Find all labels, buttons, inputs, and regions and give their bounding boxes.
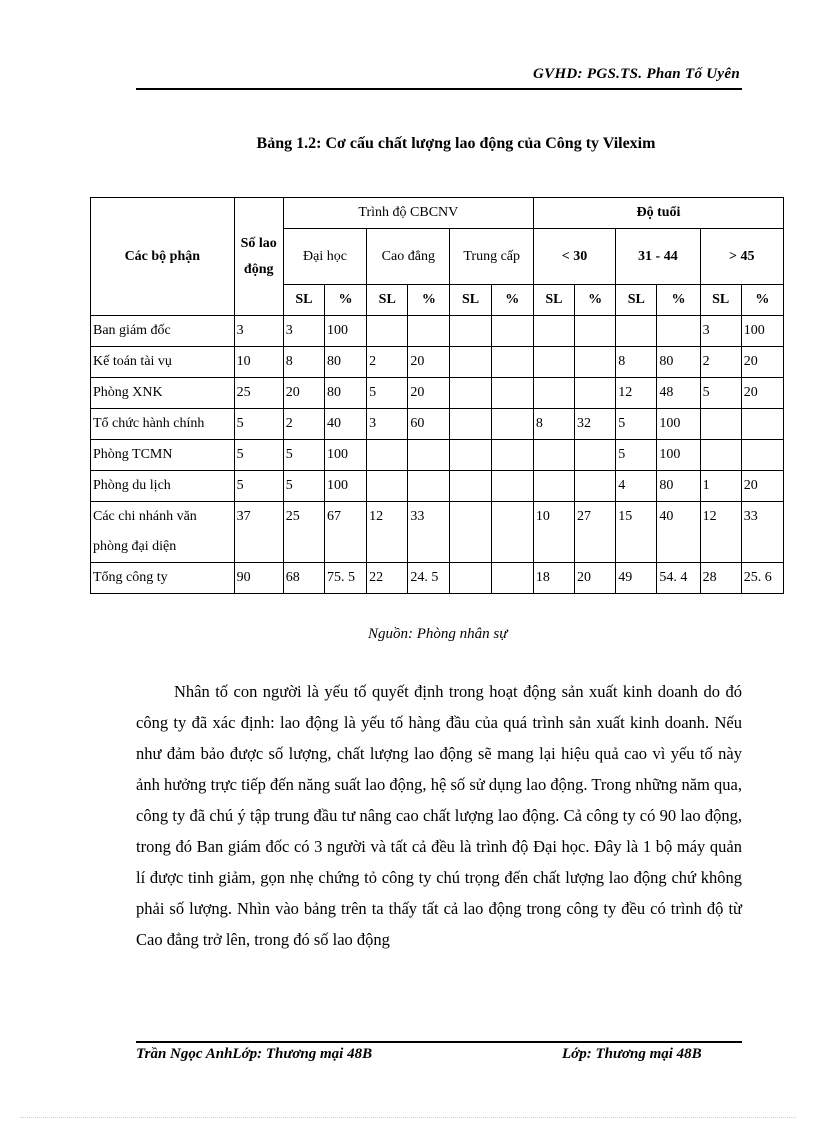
table-title: Bảng 1.2: Cơ cấu chất lượng lao động của Công ty Vilexim (256, 135, 656, 152)
value-cell: 20 (283, 378, 324, 409)
pct-header: % (324, 285, 366, 316)
value-cell (408, 316, 450, 347)
value-cell: 5 (616, 440, 657, 471)
value-cell: 12 (367, 502, 408, 563)
sl-header: SL (533, 285, 574, 316)
value-cell (575, 347, 616, 378)
value-cell: 20 (741, 378, 783, 409)
age-lt30-header: < 30 (533, 229, 615, 285)
value-cell (657, 316, 700, 347)
department-cell: Kế toán tài vụ (91, 347, 235, 378)
department-cell: Ban giám đốc (91, 316, 235, 347)
value-cell: 2 (283, 409, 324, 440)
value-cell (575, 316, 616, 347)
value-cell (367, 440, 408, 471)
department-cell: Tổng công ty (91, 563, 235, 594)
value-cell: 80 (324, 347, 366, 378)
sl-header: SL (450, 285, 491, 316)
group-age-header: Độ tuổi (533, 198, 783, 229)
value-cell (450, 316, 491, 347)
value-cell: 1 (700, 471, 741, 502)
value-cell: 37 (234, 502, 283, 563)
value-cell (700, 440, 741, 471)
value-cell: 100 (741, 316, 783, 347)
value-cell: 32 (575, 409, 616, 440)
value-cell: 3 (234, 316, 283, 347)
value-cell (700, 409, 741, 440)
value-cell: 3 (367, 409, 408, 440)
value-cell: 80 (657, 471, 700, 502)
value-cell (450, 563, 491, 594)
value-cell (450, 502, 491, 563)
level-university-header: Đại học (283, 229, 366, 285)
page-header: GVHD: PGS.TS. Phan Tố Uyên (533, 66, 740, 82)
value-cell: 100 (657, 409, 700, 440)
value-cell (533, 347, 574, 378)
labor-quality-table (90, 197, 784, 594)
value-cell: 20 (575, 563, 616, 594)
value-cell: 24. 5 (408, 563, 450, 594)
table-row (91, 347, 784, 378)
sl-header: SL (283, 285, 324, 316)
value-cell: 12 (616, 378, 657, 409)
body-paragraph-block (136, 676, 742, 955)
value-cell: 2 (700, 347, 741, 378)
value-cell (491, 347, 533, 378)
value-cell (741, 409, 783, 440)
age-31-44-header: 31 - 44 (616, 229, 700, 285)
value-cell (491, 471, 533, 502)
page-edge (20, 1117, 796, 1118)
col-count-header: Số lao động (234, 198, 283, 316)
pct-header: % (408, 285, 450, 316)
value-cell (408, 471, 450, 502)
value-cell: 22 (367, 563, 408, 594)
value-cell: 10 (533, 502, 574, 563)
footer-author: Trần Ngọc AnhLớp: Thương mại 48B (136, 1046, 373, 1062)
department-cell: Tổ chức hành chính (91, 409, 235, 440)
value-cell: 25 (234, 378, 283, 409)
table-row (91, 378, 784, 409)
level-college-header: Cao đẳng (367, 229, 450, 285)
value-cell: 60 (408, 409, 450, 440)
value-cell: 100 (324, 316, 366, 347)
value-cell: 48 (657, 378, 700, 409)
value-cell: 100 (324, 440, 366, 471)
value-cell (575, 378, 616, 409)
footer-class: Lớp: Thương mại 48B (562, 1046, 702, 1062)
value-cell: 4 (616, 471, 657, 502)
value-cell: 67 (324, 502, 366, 563)
value-cell (450, 409, 491, 440)
value-cell: 40 (657, 502, 700, 563)
value-cell (491, 502, 533, 563)
value-cell: 25 (283, 502, 324, 563)
value-cell (741, 440, 783, 471)
col-department-header: Các bộ phận (91, 198, 235, 316)
value-cell (616, 316, 657, 347)
value-cell: 5 (283, 471, 324, 502)
value-cell: 75. 5 (324, 563, 366, 594)
value-cell: 40 (324, 409, 366, 440)
sl-header: SL (616, 285, 657, 316)
value-cell (533, 440, 574, 471)
value-cell: 54. 4 (657, 563, 700, 594)
pct-header: % (741, 285, 783, 316)
value-cell (408, 440, 450, 471)
value-cell (491, 409, 533, 440)
level-intermediate-header: Trung cấp (450, 229, 533, 285)
value-cell (367, 471, 408, 502)
header-divider (136, 88, 742, 90)
value-cell (533, 378, 574, 409)
value-cell: 5 (283, 440, 324, 471)
value-cell: 5 (234, 440, 283, 471)
value-cell: 12 (700, 502, 741, 563)
value-cell (491, 563, 533, 594)
value-cell: 15 (616, 502, 657, 563)
value-cell: 27 (575, 502, 616, 563)
value-cell (450, 471, 491, 502)
pct-header: % (491, 285, 533, 316)
value-cell: 5 (616, 409, 657, 440)
pct-header: % (575, 285, 616, 316)
value-cell: 100 (657, 440, 700, 471)
value-cell: 80 (324, 378, 366, 409)
value-cell (533, 316, 574, 347)
value-cell (367, 316, 408, 347)
value-cell: 18 (533, 563, 574, 594)
table-source: Nguồn: Phòng nhân sự (368, 626, 508, 642)
value-cell (491, 316, 533, 347)
value-cell (491, 440, 533, 471)
value-cell: 5 (367, 378, 408, 409)
value-cell: 3 (700, 316, 741, 347)
value-cell: 33 (741, 502, 783, 563)
value-cell: 33 (408, 502, 450, 563)
value-cell: 5 (234, 471, 283, 502)
value-cell: 8 (533, 409, 574, 440)
age-gt45-header: > 45 (700, 229, 783, 285)
pct-header: % (657, 285, 700, 316)
value-cell: 68 (283, 563, 324, 594)
sl-header: SL (700, 285, 741, 316)
value-cell: 3 (283, 316, 324, 347)
body-paragraph: Nhân tố con người là yếu tố quyết định trong hoạt động sản xuất kinh doanh do đó công ty đã xác định: lao động là yếu tố hàng đầu của quá trình sản xuất kinh doanh. Nếu như đảm bảo được số lượng, chất lượng lao động sẽ mang lại hiệu quả cao vì yếu tố này ảnh hưởng trực tiếp đến năng suất lao động, hệ số sử dụng lao động. Trong những năm qua, công ty đã chú ý tập trung đầu tư nâng cao chất lượng lao động. Cả công ty có 90 lao động, trong đó Ban giám đốc có 3 người và tất cả đều là trình độ Đại học. Đây là 1 bộ máy quản lí được tinh giảm, gọn nhẹ chứng tỏ công ty chú trọng đến chất lượng lao động chứ không phải số lượng. Nhìn vào bảng trên ta thấy tất cả lao động trong công ty đều có trình độ từ Cao đẳng trở lên, trong đó số lao động (136, 682, 742, 949)
group-level-header: Trình độ CBCNV (283, 198, 533, 229)
value-cell: 5 (234, 409, 283, 440)
value-cell (575, 440, 616, 471)
value-cell: 28 (700, 563, 741, 594)
value-cell: 90 (234, 563, 283, 594)
value-cell: 2 (367, 347, 408, 378)
value-cell: 8 (616, 347, 657, 378)
value-cell (450, 347, 491, 378)
value-cell: 80 (657, 347, 700, 378)
value-cell (450, 378, 491, 409)
value-cell: 49 (616, 563, 657, 594)
value-cell: 25. 6 (741, 563, 783, 594)
sl-header: SL (367, 285, 408, 316)
table-row (91, 563, 784, 594)
value-cell (533, 471, 574, 502)
table-row (91, 502, 784, 563)
value-cell: 8 (283, 347, 324, 378)
value-cell (491, 378, 533, 409)
value-cell: 20 (408, 347, 450, 378)
department-cell: Phòng du lịch (91, 471, 235, 502)
value-cell: 20 (408, 378, 450, 409)
value-cell: 5 (700, 378, 741, 409)
table-body (91, 316, 784, 594)
table-row (91, 471, 784, 502)
footer-divider (136, 1041, 742, 1043)
value-cell (575, 471, 616, 502)
department-cell: Phòng XNK (91, 378, 235, 409)
value-cell: 20 (741, 347, 783, 378)
table-row (91, 440, 784, 471)
value-cell (450, 440, 491, 471)
value-cell: 10 (234, 347, 283, 378)
department-cell: Các chi nhánh văn phòng đại diện (91, 502, 235, 563)
value-cell: 20 (741, 471, 783, 502)
table-row (91, 409, 784, 440)
value-cell: 100 (324, 471, 366, 502)
table-row (91, 316, 784, 347)
department-cell: Phòng TCMN (91, 440, 235, 471)
